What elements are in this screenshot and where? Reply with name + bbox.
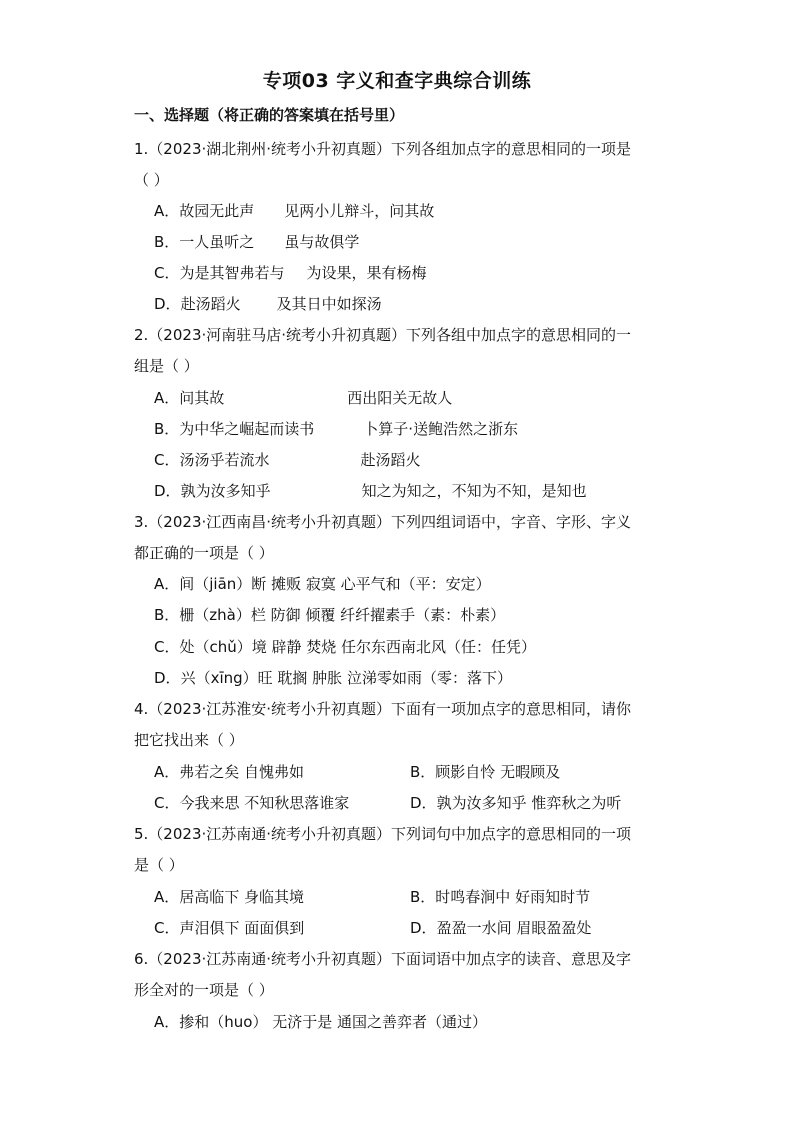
question-4-option-b[interactable] <box>410 762 560 782</box>
question-3-option-a[interactable] <box>154 574 491 594</box>
question-6-stem: 6.（2023·江苏南通·统考小升初真题）下面词语中加点字的读音、意思及字 <box>134 950 632 968</box>
question-1-option-a[interactable] <box>154 201 434 221</box>
option-label: C． <box>154 451 180 469</box>
question-5-option-d[interactable] <box>410 918 591 938</box>
option-label: B． <box>154 420 180 438</box>
option-text-b: 见两小儿辩斗，问其故 <box>284 202 435 220</box>
section-heading: 一、选择题（将正确的答案填在括号里） <box>134 106 405 124</box>
option-label: B． <box>154 233 180 251</box>
option-label: A． <box>154 389 180 407</box>
question-5-option-c[interactable] <box>154 918 304 938</box>
option-text-a: 一人虽听之 <box>179 233 255 251</box>
question-3-option-b[interactable] <box>154 605 505 625</box>
question-4-option-a[interactable] <box>154 762 304 782</box>
option-text-a: 为是其智弗若与 <box>179 264 285 282</box>
question-2-stem: 2.（2023·河南驻马店·统考小升初真题）下列各组中加点字的意思相同的一 <box>134 326 632 344</box>
option-text: 时鸣春涧中 好雨知时节 <box>435 888 591 906</box>
question-6-option-a[interactable] <box>154 1012 487 1032</box>
page-title: 专项03 字义和查字典综合训练 <box>262 70 532 92</box>
option-text-a: 汤汤乎若流水 <box>179 451 270 469</box>
option-label: C． <box>154 919 180 937</box>
option-label: A． <box>154 763 180 781</box>
option-text: 弗若之矣 自愧弗如 <box>179 763 305 781</box>
option-text: 盈盈一水间 眉眼盈盈处 <box>436 919 592 937</box>
option-text-b: 知之为知之，不知为不知，是知也 <box>361 482 587 500</box>
option-text-b: 赴汤蹈火 <box>360 451 421 469</box>
question-5-stem: 5.（2023·江苏南通·统考小升初真题）下列词句中加点字的意思相同的一项 <box>134 825 632 843</box>
option-label: D． <box>410 919 437 937</box>
question-1-stem: 1.（2023·湖北荆州·统考小升初真题）下列各组加点字的意思相同的一项是 <box>134 140 632 158</box>
option-label: C． <box>154 264 180 282</box>
option-text: 居高临下 身临其境 <box>179 888 305 906</box>
question-2-option-a[interactable] <box>154 388 452 408</box>
question-1-option-c[interactable] <box>154 263 427 283</box>
option-text-b: 虽与故俱学 <box>284 233 360 251</box>
option-text-b: 卜算子·送鲍浩然之浙东 <box>363 420 519 438</box>
option-label: B． <box>410 888 436 906</box>
option-text: 声泪俱下 面面俱到 <box>179 919 305 937</box>
question-1-option-d[interactable] <box>154 294 382 314</box>
option-label: D． <box>154 669 181 687</box>
option-label: B． <box>410 763 436 781</box>
question-1-stem-cont: （ ） <box>134 171 169 189</box>
question-3-stem-cont: 都正确的一项是（ ） <box>134 544 274 562</box>
question-4-option-c[interactable] <box>154 793 349 813</box>
option-label: D． <box>154 295 181 313</box>
option-text-a: 孰为汝多知乎 <box>180 482 271 500</box>
option-label: D． <box>154 482 181 500</box>
option-label: A． <box>154 1013 180 1031</box>
option-text: 今我来思 不知秋思落谁家 <box>179 794 350 812</box>
option-text-a: 赴汤蹈火 <box>180 295 241 313</box>
question-5-stem-cont: 是（ ） <box>134 856 184 874</box>
question-6-stem-cont: 形全对的一项是（ ） <box>134 981 274 999</box>
option-text: 栅（zhà）栏 防御 倾覆 纤纤擢素手（素：朴素） <box>179 606 506 624</box>
option-label: B． <box>154 606 180 624</box>
question-2-option-b[interactable] <box>154 419 518 439</box>
option-text: 顾影自怜 无暇顾及 <box>435 763 561 781</box>
question-3-option-d[interactable] <box>154 668 512 688</box>
option-text-a: 问其故 <box>179 389 225 407</box>
option-text-b: 西出阳关无故人 <box>347 389 453 407</box>
option-label: C． <box>154 794 180 812</box>
question-2-option-c[interactable] <box>154 450 421 470</box>
option-text: 兴（xīng）旺 耽搁 肿胀 泣涕零如雨（零：落下） <box>180 669 512 687</box>
option-text: 孰为汝多知乎 惟弈秋之为听 <box>436 794 622 812</box>
question-2-stem-cont: 组是（ ） <box>134 357 199 375</box>
option-label: D． <box>410 794 437 812</box>
option-text-b: 为设果，果有杨梅 <box>306 264 427 282</box>
question-4-stem-cont: 把它找出来（ ） <box>134 731 244 749</box>
question-4-stem: 4.（2023·江苏淮安·统考小升初真题）下面有一项加点字的意思相同，请你 <box>134 700 632 718</box>
question-5-option-b[interactable] <box>410 887 590 907</box>
question-3-stem: 3.（2023·江西南昌·统考小升初真题）下列四组词语中，字音、字形、字义 <box>134 513 632 531</box>
question-2-option-d[interactable] <box>154 481 587 501</box>
option-label: A． <box>154 202 180 220</box>
option-text-b: 及其日中如探汤 <box>276 295 382 313</box>
question-3-option-c[interactable] <box>154 637 536 657</box>
option-text: 间（jiān）断 摊贩 寂寞 心平气和（平：安定） <box>179 575 491 593</box>
option-label: A． <box>154 888 180 906</box>
option-text-a: 故园无此声 <box>179 202 255 220</box>
question-4-option-d[interactable] <box>410 793 621 813</box>
option-text: 处（chǔ）境 辟静 焚烧 任尔东西南北风（任：任凭） <box>179 638 537 656</box>
question-5-option-a[interactable] <box>154 887 304 907</box>
option-text: 掺和（huo） 无济于是 通国之善弈者（通过） <box>179 1013 487 1031</box>
option-label: C． <box>154 638 180 656</box>
question-1-option-b[interactable] <box>154 232 359 252</box>
option-label: A． <box>154 575 180 593</box>
option-text-a: 为中华之崛起而读书 <box>179 420 315 438</box>
